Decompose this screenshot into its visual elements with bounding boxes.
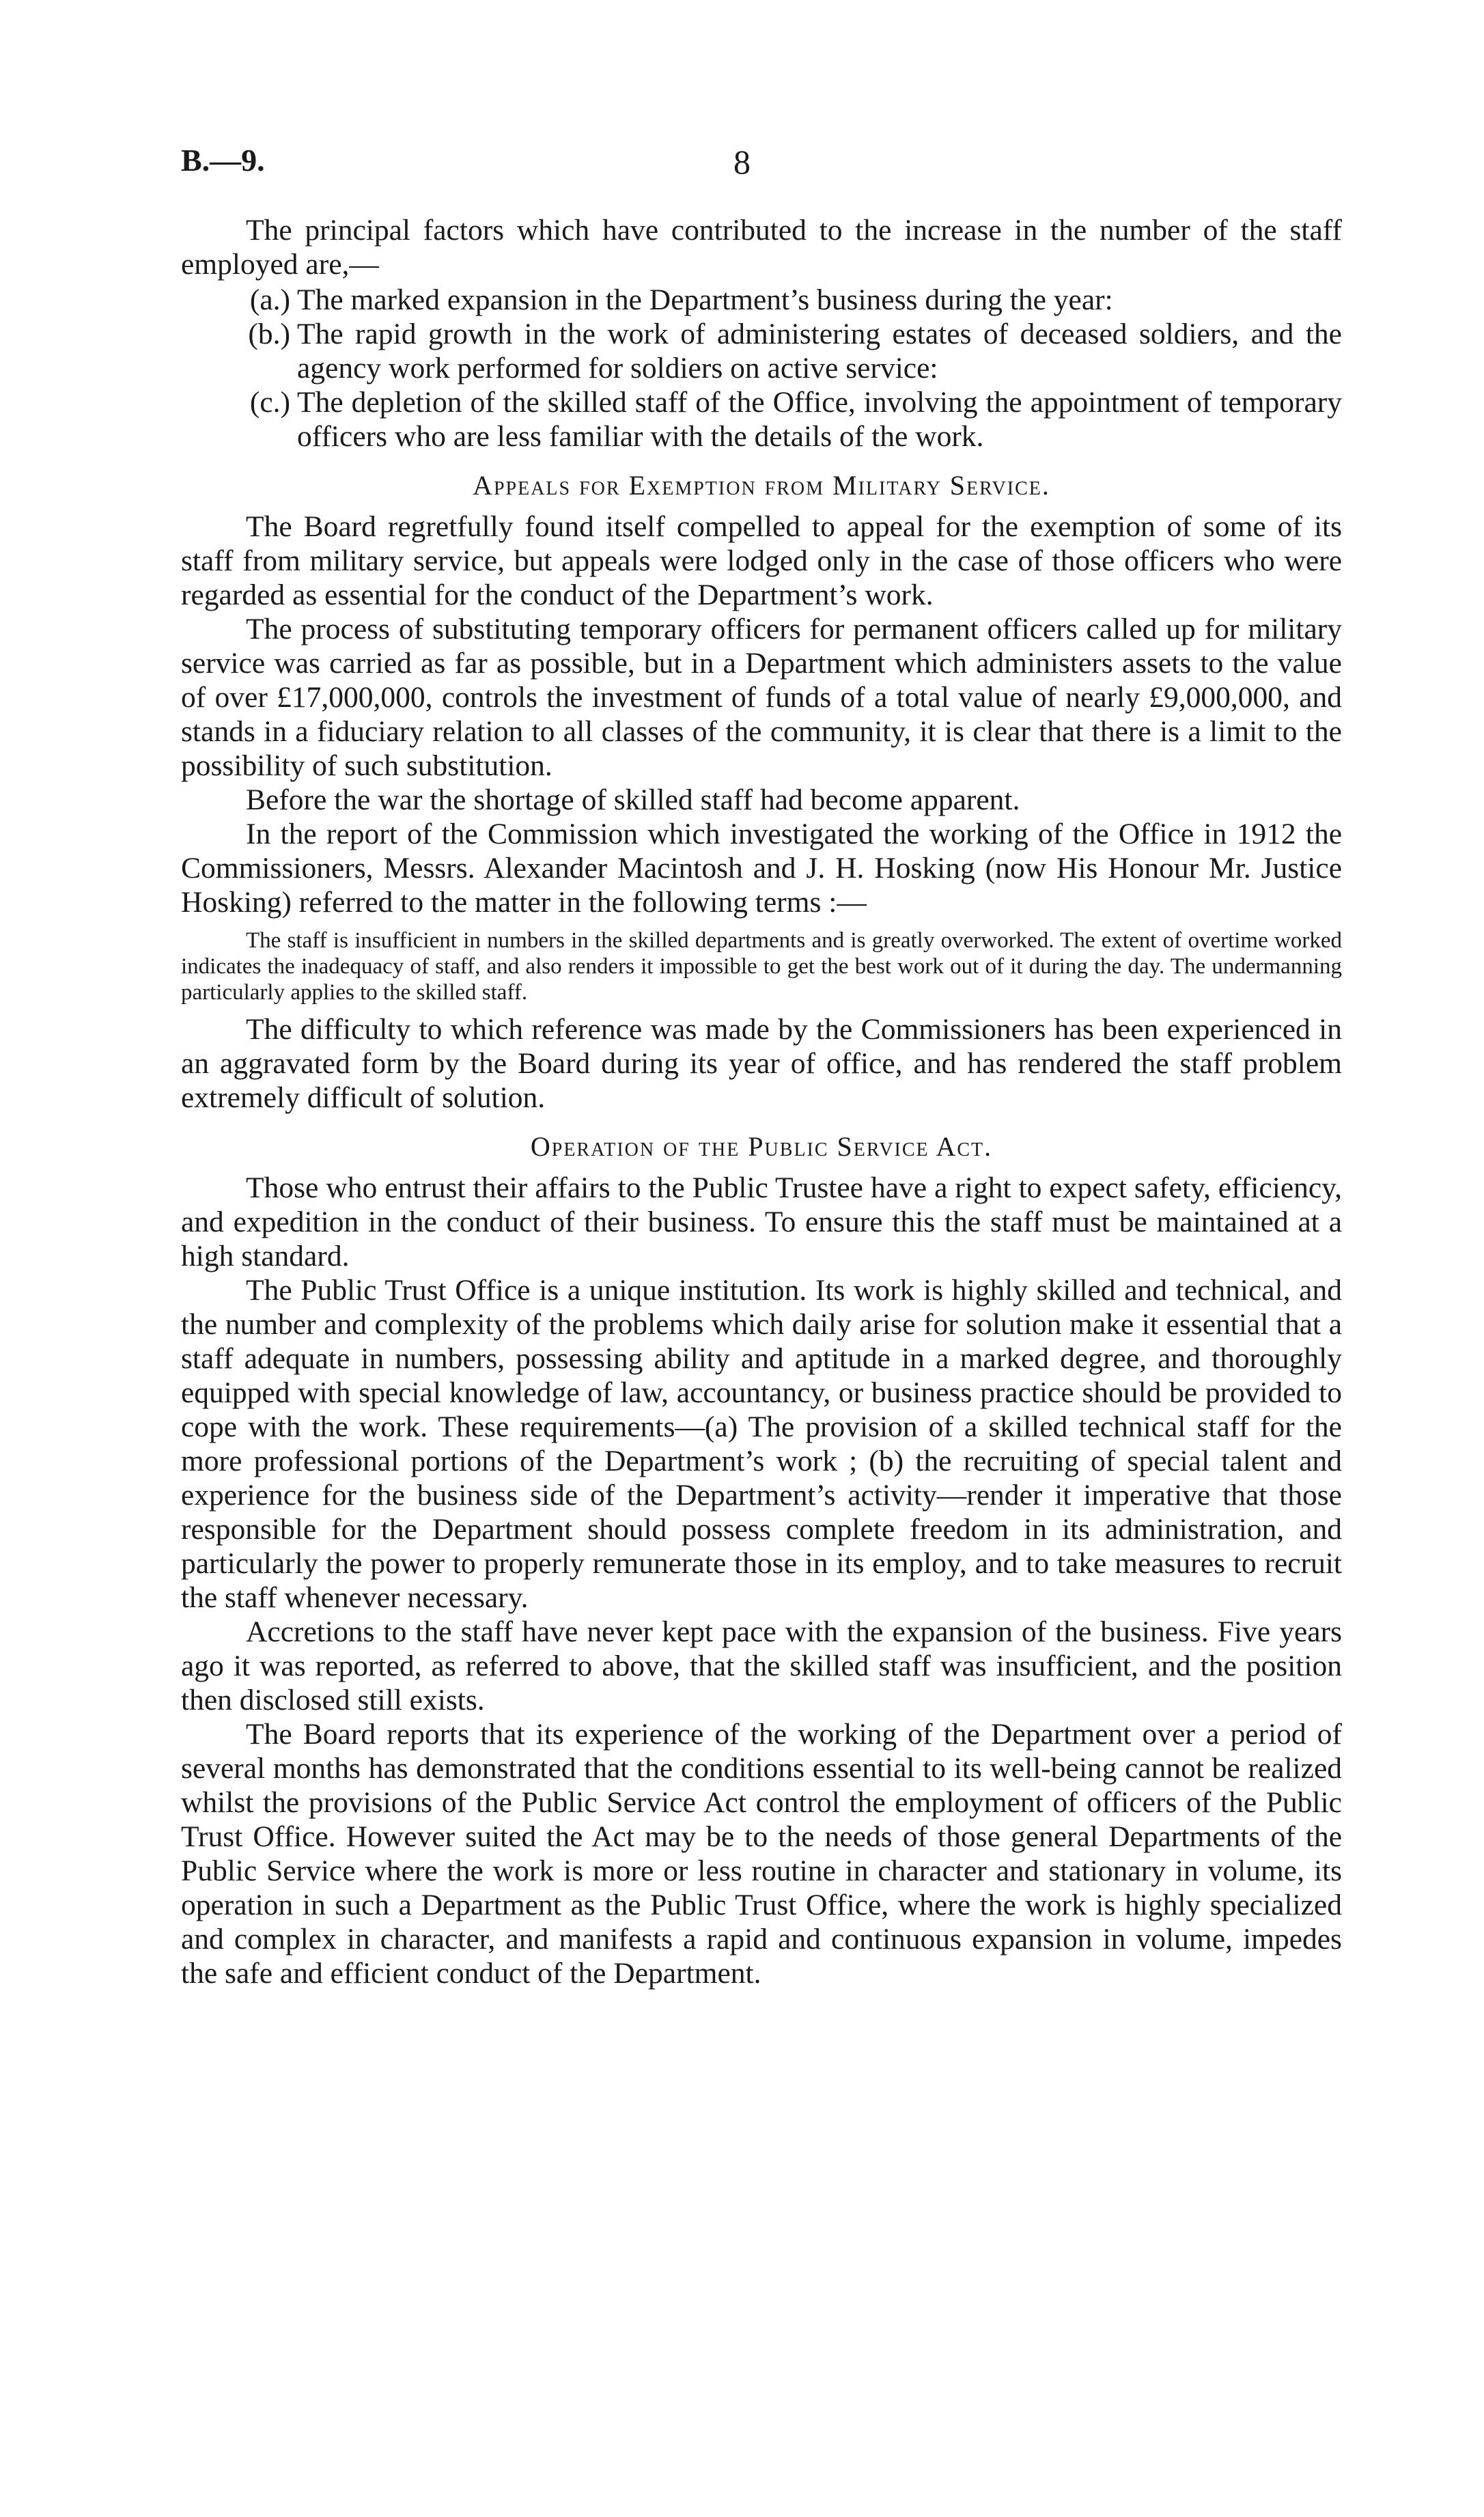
- list-item: [181, 283, 1342, 317]
- list-item-text: The rapid growth in the work of administering estates of deceased soldiers, and the agency work performed for soldiers on active service:: [297, 318, 1342, 385]
- factor-list: [181, 283, 1342, 454]
- paragraph: The difficulty to which reference was made by the Commissioners has been experienced in an aggravated form by the Board during its year of office, and has rendered the staff problem extremely difficult of solution.: [181, 1013, 1342, 1114]
- page-header: [181, 142, 1303, 190]
- document-body: [181, 213, 1342, 1990]
- paragraph: Accretions to the staff have never kept pace with the expansion of the business. Five years ago it was reported, as referred to above, that the skilled staff was insufficient, and the position then disclosed still exists.: [181, 1615, 1342, 1716]
- paragraph: The process of substituting temporary officers for permanent officers called up for military service was carried as far as possible, but in a Department which administers assets to the value of over £17,000,000, controls the investment of funds of a total value of nearly £9,000,000, and stands in a fiduciary relation to all classes of the community, it is clear that there is a limit to the possibility of such substitution.: [181, 613, 1342, 782]
- paragraph: In the report of the Commission which investigated the working of the Office in 1912 the Commissioners, Messrs. Alexander Macintosh and J. H. Hosking (now His Honour Mr. Justice Hosking) referred to the matter in the following terms :—: [181, 818, 1342, 919]
- section-heading: Appeals for Exemption from Military Service.: [473, 470, 1050, 501]
- paragraph: Before the war the shortage of skilled staff had become apparent.: [246, 783, 1020, 816]
- list-item: [181, 317, 1342, 385]
- document-reference: B.—9.: [181, 143, 265, 178]
- paragraph: Those who entrust their affairs to the Public Trustee have a right to expect safety, efficiency, and expedition in the conduct of their business. To ensure this the staff must be maintained at a high standard.: [181, 1171, 1342, 1273]
- list-marker: (a.): [249, 283, 290, 316]
- page-number: 8: [733, 143, 751, 181]
- paragraph: The Public Trust Office is a unique institution. Its work is highly skilled and technical, and the number and complexity of the problems which daily arise for solution make it essential that a staff adequate in numbers, possessing ability and aptitude in a marked degree, and thoroughly equipped with special knowledge of law, accountancy, or business practice should be provided to cope with the work. These requirements—(a) The provision of a skilled technical staff for the more professional portions of the Department’s work ; (b) the recruiting of special talent and experience for the business side of the Department’s activity—render it imperative that those responsible for the Department should possess complete freedom in its administration, and particularly the power to properly remunerate those in its employ, and to take measures to recruit the staff whenever necessary.: [181, 1274, 1342, 1614]
- paragraph: The Board regretfully found itself compelled to appeal for the exemption of some of its staff from military service, but appeals were lodged only in the case of those officers who were regarded as essential for the conduct of the Department’s work.: [181, 510, 1342, 611]
- section-heading: Operation of the Public Service Act.: [530, 1131, 993, 1162]
- list-marker: (b.): [248, 318, 290, 350]
- intro-paragraph: The principal factors which have contributed to the increase in the number of the staff employed are,—: [181, 214, 1342, 281]
- list-marker: (c.): [249, 386, 290, 419]
- list-item: [181, 385, 1342, 454]
- list-item-text: The depletion of the skilled staff of the Office, involving the appointment of temporary officers who are less familiar with the details of the work.: [297, 386, 1342, 453]
- quote-text: The staff is insufficient in numbers in the skilled departments and is greatly overworked. The extent of overtime worked indicates the inadequacy of staff, and also renders it impossible to get the best work out of it during the day. The undermanning particularly applies to the skilled staff.: [181, 928, 1342, 1005]
- block-quote: [181, 928, 1342, 1005]
- paragraph: The Board reports that its experience of the working of the Department over a period of several months has demonstrated that the conditions essential to its well-being cannot be realized whilst the provisions of the Public Service Act control the employment of officers of the Public Trust Office. However suited the Act may be to the needs of those general Departments of the Public Service where the work is more or less routine in character and stationary in volume, its operation in such a Department as the Public Trust Office, where the work is highly specialized and complex in character, and manifests a rapid and continuous expansion in volume, impedes the safe and efficient conduct of the Department.: [181, 1718, 1342, 1990]
- list-item-text: The marked expansion in the Department’s business during the year:: [297, 283, 1113, 316]
